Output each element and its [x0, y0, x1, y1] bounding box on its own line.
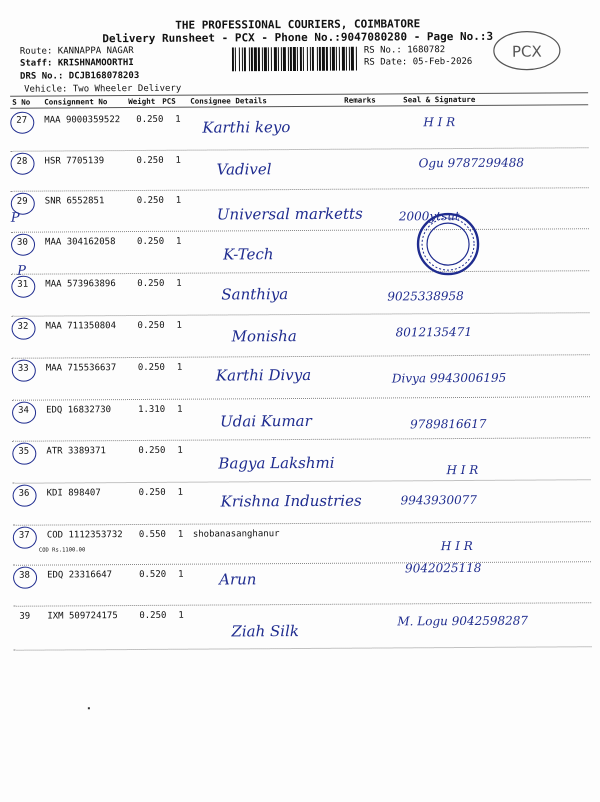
col-weight: Weight [128, 96, 156, 107]
row-sno: 32 [17, 321, 29, 332]
row-sno: 33 [17, 363, 29, 374]
row-sno: 31 [17, 279, 29, 290]
handwritten-signature: H I R [440, 538, 473, 554]
row-weight: 0.250 [137, 320, 165, 331]
handwritten-consignee: Arun [219, 570, 257, 589]
row-pcs: 1 [176, 236, 182, 247]
svg-text:PCX: PCX [511, 42, 542, 61]
row-separator [14, 646, 592, 651]
handwritten-consignee: Karthi keyo [202, 118, 291, 137]
row-sno: 36 [18, 488, 30, 499]
row-consignee: shobanasanghanur [192, 529, 280, 540]
row-consignment: MAA 573963896 [45, 279, 116, 290]
handwritten-signature: 9943930077 [400, 492, 478, 508]
row-pcs: 1 [175, 195, 182, 206]
handwritten-consignee: Krishna Industries [220, 491, 362, 511]
handwritten-signature: 9042025118 [404, 560, 482, 576]
row-sno: 30 [17, 237, 28, 248]
handwritten-consignee: Monisha [231, 327, 297, 346]
row-separator [13, 521, 591, 526]
row-separator [13, 602, 591, 607]
row-weight: 0.250 [136, 114, 164, 125]
handwritten-consignee: Bagya Lakshmi [218, 453, 335, 473]
row-weight: 0.520 [139, 569, 167, 580]
row-sno: 34 [18, 405, 29, 416]
row-pcs: 1 [177, 487, 184, 498]
row-consignment: MAA 9000359522 [44, 115, 121, 126]
row-weight: 0.250 [137, 236, 165, 247]
company-title: THE PROFESSIONAL COURIERS, COIMBATORE [175, 17, 421, 32]
handwritten-signature: Divya 9943006195 [391, 370, 507, 386]
rs-number: RS No.: 1680782 [363, 45, 446, 56]
col-sno: S No [12, 97, 31, 107]
row-consignment: HSR 7705139 [44, 156, 105, 167]
row-pcs: 1 [176, 278, 182, 289]
handwritten-consignee: Universal marketts [216, 204, 363, 224]
row-consignment: MAA 715536637 [45, 363, 117, 374]
row-weight: 0.250 [137, 362, 165, 373]
row-weight: 0.550 [138, 529, 166, 540]
col-remarks: Remarks [344, 95, 376, 105]
row-pcs: 1 [177, 445, 183, 456]
pcx-stamp [491, 28, 563, 72]
handwritten-signature: H I R [423, 115, 456, 130]
row-consignment: MAA 711350804 [45, 321, 117, 332]
row-consignment: EDQ 16832730 [46, 405, 112, 416]
row-sno: 35 [18, 446, 30, 457]
row-pcs: 1 [178, 610, 184, 621]
handwritten-consignee: Vadivel [216, 160, 272, 179]
vehicle-label: Vehicle: Two Wheeler Delivery [24, 83, 182, 95]
handwritten-signature: 8012135471 [395, 324, 472, 340]
row-pcs: 1 [178, 569, 184, 580]
row-separator [12, 437, 590, 442]
row-weight: 0.250 [136, 195, 164, 206]
row-sno: 29 [16, 196, 28, 207]
row-consignment: COD 1112353732 [46, 530, 123, 541]
row-pcs: 1 [177, 529, 184, 540]
row-consignment: KDI 898407 [46, 488, 101, 499]
row-sno: 38 [19, 570, 30, 581]
handwritten-signature: H I R [446, 462, 479, 478]
row-weight: 1.310 [138, 404, 166, 415]
row-separator [10, 147, 588, 152]
row-separator [11, 187, 589, 192]
handwritten-consignee: K-Tech [223, 245, 274, 264]
route-label: Route: KANNAPPA NAGAR [19, 46, 134, 57]
runsheet-subtitle: Delivery Runsheet - PCX - Phone No.:9047080280 - Page No.:3 [102, 29, 494, 46]
handwritten-signature: M. Logu 9042598287 [397, 613, 529, 629]
row-weight: 0.250 [138, 487, 166, 498]
row-sno: 39 [19, 611, 31, 622]
row-separator [13, 479, 591, 484]
row-weight: 0.250 [136, 155, 164, 166]
row-separator [11, 270, 589, 275]
col-consignee: Consignee Details [190, 96, 267, 106]
p-mark: P [17, 263, 27, 279]
row-consignment: IXM 509724175 [47, 611, 118, 622]
col-seal: Seal & Signature [403, 94, 476, 105]
row-separator [11, 228, 589, 233]
handwritten-signature: 2000ytsut [398, 209, 460, 224]
row-sno: 37 [18, 530, 30, 541]
row-pcs: 1 [175, 114, 181, 125]
col-consignment: Consignment No [44, 97, 108, 107]
col-pcs: PCS [162, 96, 176, 106]
handwritten-consignee: Karthi Divya [215, 365, 312, 385]
handwritten-consignee: Ziah Silk [231, 622, 300, 641]
row-pcs: 1 [176, 320, 182, 331]
row-sno: 28 [16, 156, 28, 167]
handwritten-signature: 9025338958 [387, 288, 464, 304]
page-dot [88, 707, 90, 709]
row-consignment: MAA 304162058 [45, 237, 116, 248]
row-consignment: EDQ 23316647 [47, 570, 113, 581]
drs-number: DRS No.: DCJB168078203 [19, 70, 140, 82]
row-pcs: 1 [176, 362, 183, 373]
row-separator [12, 396, 590, 401]
row-weight: 0.250 [139, 610, 167, 621]
row-weight: 0.250 [138, 445, 166, 456]
row-separator [12, 354, 590, 359]
row-pcs: 1 [175, 155, 181, 166]
handwritten-consignee: Udai Kumar [220, 411, 312, 431]
row-weight: 0.250 [137, 278, 165, 289]
round-seal-stamp [415, 211, 481, 277]
handwritten-signature: Ogu 9787299488 [418, 155, 525, 171]
row-pcs: 1 [177, 404, 183, 415]
handwritten-consignee: Santhiya [221, 285, 289, 304]
row-separator [13, 561, 591, 566]
row-consignment: SNR 6552851 [44, 196, 105, 207]
barcode-image [232, 47, 360, 72]
row-sno: 27 [16, 115, 28, 126]
rs-date: RS Date: 05-Feb-2026 [363, 56, 473, 68]
p-mark: P [10, 210, 20, 226]
cod-amount: COD Rs.1100.00 [38, 547, 86, 554]
handwritten-signature: 9789816617 [410, 416, 487, 432]
row-consignment: ATR 3389371 [46, 446, 106, 457]
staff-label: Staff: KRISHNAMOORTHI [19, 58, 134, 69]
row-separator [11, 312, 589, 317]
